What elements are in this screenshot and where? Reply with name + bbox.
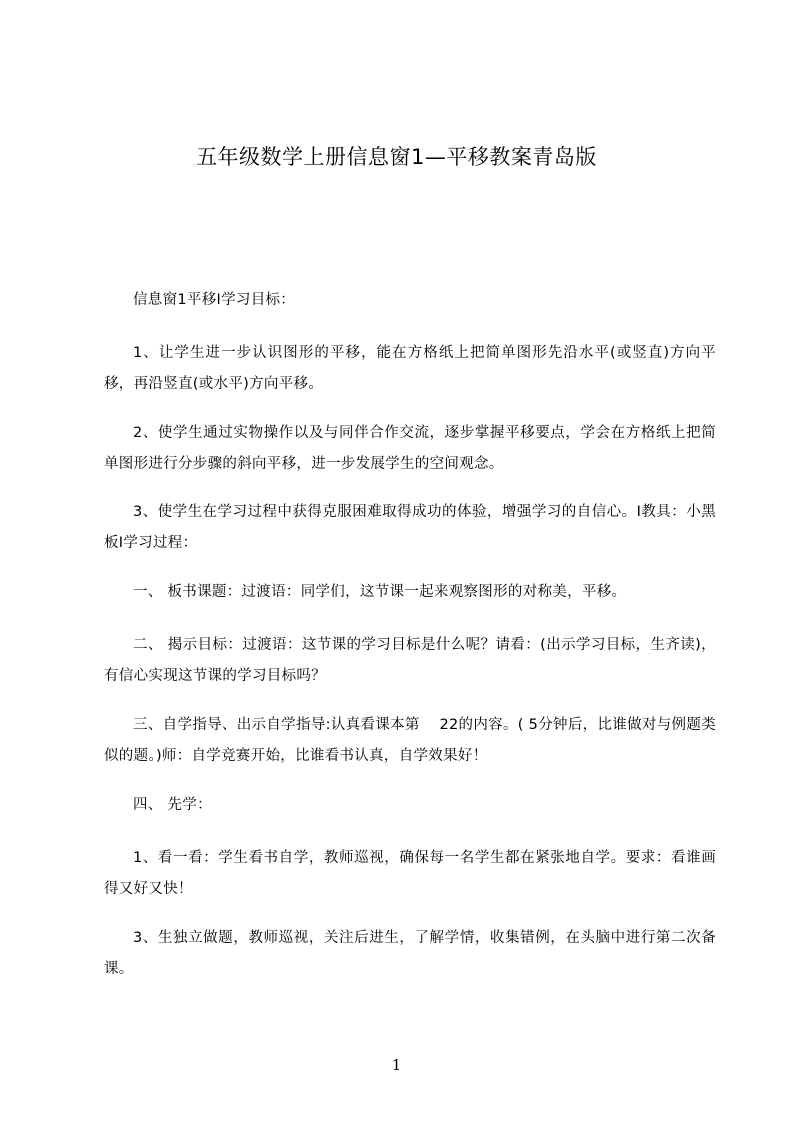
paragraph-objectives-heading: 信息窗1平移Ⅰ学习目标： [133,292,296,308]
paragraph-objective-2: 2、使学生通过实物操作以及与同伴合作交流，逐步掌握平移要点，学会在方格纸上把简单图形进行分步骤的斜向平移，进一步发展学生的空间观念。 [104,425,716,472]
page-number: 1 [391,1056,402,1074]
paragraph-step-3: 三、自学指导、出示自学指导:认真看课本第 22的内容。( 5分钟后，比谁做对与例题类似的题。)师：自学竞赛开始，比谁看书认真，自学效果好！ [104,717,716,764]
paragraph-practice: 3、生独立做题，教师巡视，关注后进生，了解学情，收集错例，在头脑中进行第二次备课。 [104,930,716,977]
paragraph-step-4: 四、 先学： [133,797,212,813]
paragraph-look: 1、看一看：学生看书自学，教师巡视，确保每一名学生都在紧张地自学。要求：看谁画得又好又快！ [104,850,716,897]
document-title: 五年级数学上册信息窗1—平移教案青岛版 [196,145,597,169]
paragraph-objective-3: 3、使学生在学习过程中获得克服困难取得成功的体验，增强学习的自信心。Ⅰ教具：小黑板Ⅰ学习过程： [104,504,716,551]
paragraph-step-1: 一、 板书课题：过渡语：同学们，这节课一起来观察图形的对称美，平移。 [133,584,627,600]
paragraph-objective-1: 1、让学生进一步认识图形的平移，能在方格纸上把简单图形先沿水平(或竖直)方向平移，再沿竖直(或水平)方向平移。 [104,345,716,392]
paragraph-step-2: 二、 揭示目标：过渡语：这节课的学习目标是什么呢？请看：(出示学习目标，生齐读)，有信心实现这节课的学习目标吗？ [104,637,716,684]
